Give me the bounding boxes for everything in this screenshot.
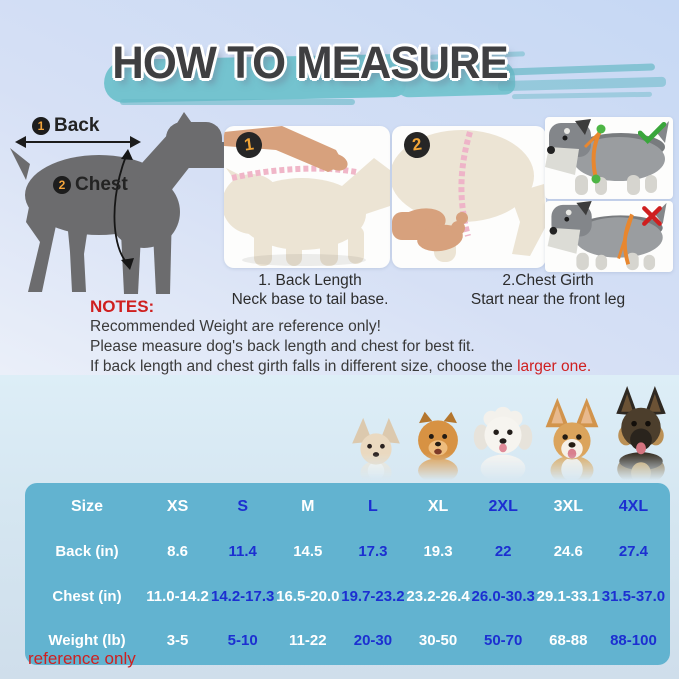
corgi-photo [539, 394, 605, 482]
cross-icon [641, 205, 663, 227]
brush-streak [498, 77, 666, 91]
badge-2-icon: 2 [53, 176, 71, 194]
col-s: S [237, 498, 249, 516]
col-l: L [368, 498, 378, 516]
notes-line-1: Recommended Weight are reference only! [90, 318, 381, 335]
pomeranian-photo [408, 408, 468, 482]
step1-caption-title: 1. Back Length [258, 272, 362, 289]
table-row-chest: Chest (in) 11.0-14.2 14.2-17.3 16.5-20.0 19.7-23.2 23.2-26.4 26.0-30.3 29.1-33.1 31.5-37.0 [52, 587, 666, 605]
notes-highlight: larger one. [517, 358, 592, 375]
col-size: Size [70, 498, 103, 516]
dog-silhouette-diagram [2, 112, 234, 298]
bichon-frise-photo [471, 402, 535, 482]
size-table-header-row [29, 485, 666, 530]
col-xs: XS [166, 498, 189, 516]
size-table [25, 483, 670, 665]
step1-badge: 1 [234, 130, 263, 159]
step2-badge: 2 [402, 130, 431, 159]
brush-streak [120, 99, 355, 105]
check-icon [638, 122, 666, 144]
back-measure-label [32, 115, 99, 137]
notes-line-3: If back length and chest girth falls in different size, choose the larger one. [90, 358, 592, 375]
brush-streak [505, 63, 655, 75]
col-2xl: 2XL [488, 498, 518, 516]
breed-size-row [348, 380, 674, 482]
german-shepherd-photo [608, 386, 674, 482]
page-title: HOW TO MEASURE [112, 37, 508, 88]
chest-measure-label [53, 174, 128, 196]
notes-section [90, 296, 675, 377]
chihuahua-photo [348, 416, 404, 482]
table-row-weight: Weight (lb) 3-5 5-10 11-22 20-30 30-50 50-70 68-88 88-100 [48, 632, 657, 650]
back-length-arrow [15, 136, 141, 148]
back-label-text: Back [54, 115, 100, 136]
badge-1-icon: 1 [32, 117, 50, 135]
col-3xl: 3XL [553, 498, 583, 516]
notes-line-2: Please measure dog's back length and chest for best fit. [90, 338, 475, 355]
notes-heading: NOTES: [90, 297, 155, 316]
table-footnote: reference only [28, 649, 136, 668]
brush-streak [512, 92, 652, 99]
col-m: M [301, 498, 315, 516]
col-xl: XL [427, 498, 449, 516]
col-4xl: 4XL [618, 498, 649, 516]
table-row-back: Back (in) 8.6 11.4 14.5 17.3 19.3 22 24.6 27.4 [55, 543, 649, 561]
step1-caption-sub: Neck base to tail base. [231, 291, 389, 308]
step2-caption-sub: Start near the front leg [470, 291, 626, 308]
chest-label-text: Chest [75, 174, 128, 195]
step2-caption-title: 2.Chest Girth [502, 272, 594, 289]
